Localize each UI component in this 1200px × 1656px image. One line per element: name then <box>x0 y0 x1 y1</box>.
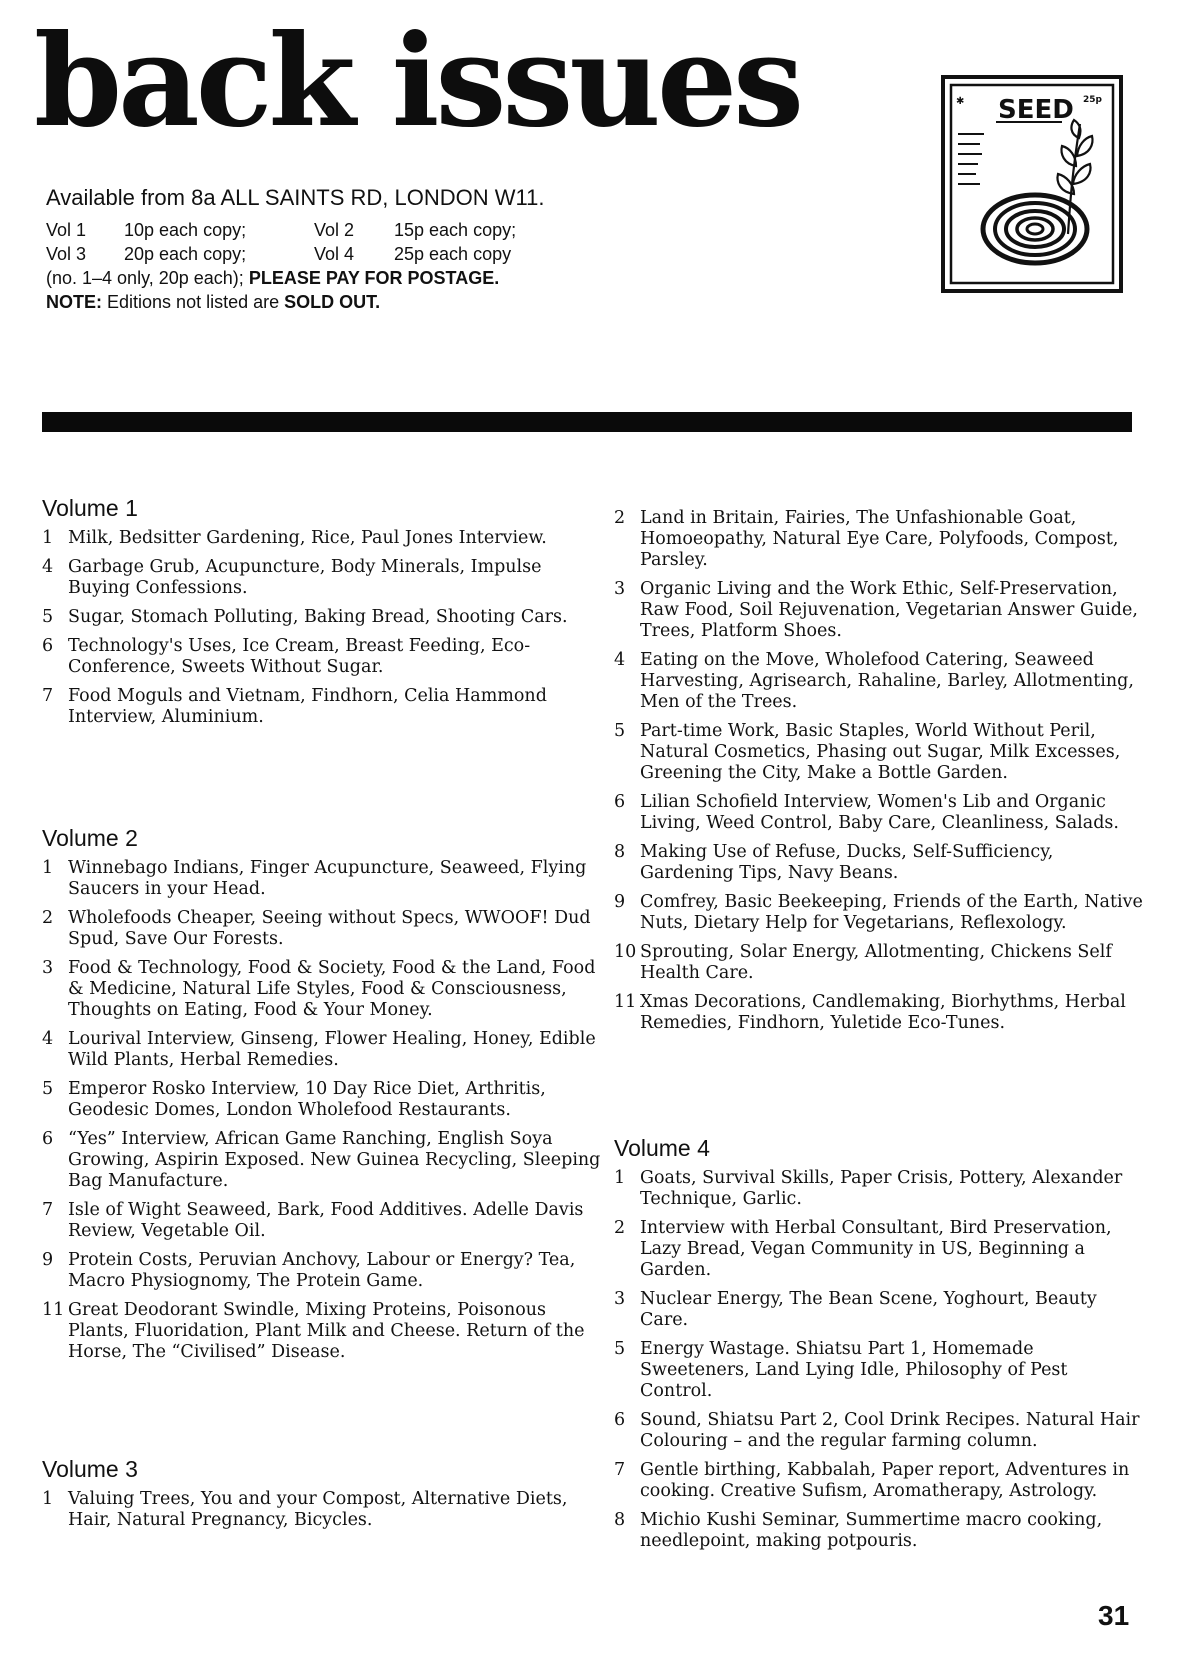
issue-number: 3 <box>42 958 54 978</box>
issue-contents: Wholefoods Cheaper, Seeing without Specs, WWOOF! Dud Spud, Save Our Forests. <box>68 908 591 949</box>
list-item <box>614 792 1144 834</box>
issue-contents: Eating on the Move, Wholefood Catering, Seaweed Harvesting, Agrisearch, Rahaline, Barley, Allotmenting, Men of the Trees. <box>640 650 1134 712</box>
volume-2-section <box>42 824 602 1363</box>
volume-4-section <box>614 1134 1144 1552</box>
postage-line <box>46 266 606 290</box>
section-divider-bar <box>42 412 1132 432</box>
list-item <box>42 1300 602 1363</box>
list-item <box>614 1218 1144 1281</box>
list-item <box>614 721 1144 784</box>
list-item <box>614 992 1144 1034</box>
seed-cover-illustration <box>940 74 1124 294</box>
issue-number: 11 <box>42 1300 65 1320</box>
list-item <box>42 1129 602 1192</box>
issue-number: 6 <box>614 1410 626 1430</box>
sold-out-note <box>46 290 606 314</box>
list-item <box>42 1029 602 1071</box>
list-item <box>42 1489 602 1531</box>
volume-heading: Volume 3 <box>42 1456 138 1482</box>
issue-contents: Great Deodorant Swindle, Mixing Proteins, Poisonous Plants, Fluoridation, Plant Milk and Cheese. Return of the Horse, The “Civilised” Disease. <box>68 1300 585 1362</box>
issue-contents: Isle of Wight Seaweed, Bark, Food Additives. Adelle Davis Review, Vegetable Oil. <box>68 1200 584 1241</box>
issue-contents: Making Use of Refuse, Ducks, Self-Sufficiency, Gardening Tips, Navy Beans. <box>640 842 1054 883</box>
issue-contents: Food Moguls and Vietnam, Findhorn, Celia Hammond Interview, Aluminium. <box>68 686 547 727</box>
issue-contents: Organic Living and the Work Ethic, Self-Preservation, Raw Food, Soil Rejuvenation, Vegetarian Answer Guide, Trees, Platform Shoes. <box>640 579 1138 641</box>
page-number: 31 <box>1098 1600 1130 1631</box>
list-item <box>42 858 602 900</box>
issue-number: 7 <box>614 1460 626 1480</box>
list-item <box>614 1168 1144 1210</box>
issue-number: 8 <box>614 1510 626 1530</box>
issue-number: 10 <box>614 942 637 962</box>
price-vol-label: Vol 4 <box>314 244 355 264</box>
note-label: NOTE: <box>46 292 102 312</box>
issue-number: 9 <box>42 1250 54 1270</box>
issue-contents: Nuclear Energy, The Bean Scene, Yoghourt, Beauty Care. <box>640 1289 1097 1330</box>
cover-issue-mark: ✱ <box>956 96 965 107</box>
issue-number: 7 <box>42 686 54 706</box>
issue-number: 5 <box>614 721 626 741</box>
issue-number: 4 <box>614 650 626 670</box>
left-column <box>42 494 602 1539</box>
price-value: 20p each copy; <box>124 244 247 264</box>
issue-number: 3 <box>614 1289 626 1309</box>
issue-contents: Xmas Decorations, Candlemaking, Biorhythms, Herbal Remedies, Findhorn, Yuletide Eco-Tunes. <box>640 992 1126 1033</box>
issue-number: 2 <box>614 1218 626 1238</box>
price-value: 25p each copy <box>394 244 512 264</box>
list-item <box>614 1460 1144 1502</box>
list-item <box>42 1079 602 1121</box>
issue-number: 5 <box>614 1339 626 1359</box>
cover-drawing <box>940 74 1124 294</box>
issue-number: 4 <box>42 557 54 577</box>
cover-masthead: SEED <box>998 95 1074 125</box>
list-item <box>614 650 1144 713</box>
issue-number: 3 <box>614 579 626 599</box>
note-text: Editions not listed are <box>107 292 280 312</box>
issue-contents: Sugar, Stomach Polluting, Baking Bread, Shooting Cars. <box>68 607 568 627</box>
postage-prefix: (no. 1–4 only, 20p each); <box>46 268 244 288</box>
issue-number: 11 <box>614 992 637 1012</box>
list-item <box>614 1289 1144 1331</box>
list-item <box>614 1339 1144 1402</box>
issue-number: 5 <box>42 1079 54 1099</box>
price-vol-label: Vol 1 <box>46 220 87 240</box>
list-item <box>614 1410 1144 1452</box>
volume-heading: Volume 4 <box>614 1135 710 1161</box>
issue-contents: Sprouting, Solar Energy, Allotmenting, Chickens Self Health Care. <box>640 942 1112 983</box>
list-item <box>614 892 1144 934</box>
list-item <box>614 1510 1144 1552</box>
issue-number: 7 <box>42 1200 54 1220</box>
list-item <box>42 686 602 728</box>
issue-contents: Technology's Uses, Ice Cream, Breast Feeding, Eco-Conference, Sweets Without Sugar. <box>68 636 531 677</box>
issue-contents: Garbage Grub, Acupuncture, Body Minerals, Impulse Buying Confessions. <box>68 557 542 598</box>
issue-number: 2 <box>42 908 54 928</box>
availability-info <box>46 184 606 314</box>
issue-number: 1 <box>42 528 54 548</box>
issue-number: 5 <box>42 607 54 627</box>
issue-contents: Valuing Trees, You and your Compost, Alternative Diets, Hair, Natural Pregnancy, Bicycles. <box>68 1489 568 1530</box>
issue-contents: Michio Kushi Seminar, Summertime macro cooking, needlepoint, making potpouris. <box>640 1510 1103 1551</box>
list-item <box>614 942 1144 984</box>
issue-contents: Protein Costs, Peruvian Anchovy, Labour or Energy? Tea, Macro Physiognomy, The Protein Game. <box>68 1250 576 1291</box>
price-row <box>46 218 606 242</box>
list-item <box>42 908 602 950</box>
issue-contents: Goats, Survival Skills, Paper Crisis, Pottery, Alexander Technique, Garlic. <box>640 1168 1123 1209</box>
issue-number: 8 <box>614 842 626 862</box>
issue-contents: Part-time Work, Basic Staples, World Without Peril, Natural Cosmetics, Phasing out Sugar, Milk Excesses, Greening the City, Make a Bottle Garden. <box>640 721 1121 783</box>
issue-contents: Food & Technology, Food & Society, Food & the Land, Food & Medicine, Natural Life Styles, Food & Consciousness, Thoughts on Eating, Food & Your Money. <box>68 958 596 1020</box>
list-item <box>42 1250 602 1292</box>
issue-number: 6 <box>614 792 626 812</box>
issue-contents: Interview with Herbal Consultant, Bird Preservation, Lazy Bread, Vegan Community in US, Beginning a Garden. <box>640 1218 1112 1280</box>
price-vol-label: Vol 2 <box>314 220 355 240</box>
issue-contents: Lilian Schofield Interview, Women's Lib and Organic Living, Weed Control, Baby Care, Cleanliness, Salads. <box>640 792 1119 833</box>
issue-contents: Lourival Interview, Ginseng, Flower Healing, Honey, Edible Wild Plants, Herbal Remedies. <box>68 1029 596 1070</box>
list-item <box>42 958 602 1021</box>
list-item <box>42 557 602 599</box>
issue-number: 1 <box>614 1168 626 1188</box>
issue-number: 1 <box>42 858 54 878</box>
price-value: 10p each copy; <box>124 220 247 240</box>
address-line: Available from 8a ALL SAINTS RD, LONDON W11. <box>46 185 545 210</box>
issue-contents: Emperor Rosko Interview, 10 Day Rice Diet, Arthritis, Geodesic Domes, London Wholefood Restaurants. <box>68 1079 546 1120</box>
page-title: back issues <box>34 7 801 155</box>
issue-number: 6 <box>42 1129 54 1149</box>
list-item <box>42 1200 602 1242</box>
issue-number: 1 <box>42 1489 54 1509</box>
issue-contents: Sound, Shiatsu Part 2, Cool Drink Recipes. Natural Hair Colouring – and the regular farming column. <box>640 1410 1140 1451</box>
issue-number: 2 <box>614 508 626 528</box>
list-item <box>42 607 602 628</box>
list-item <box>614 842 1144 884</box>
cover-price: 25p <box>1083 95 1102 105</box>
issue-number: 9 <box>614 892 626 912</box>
price-list <box>46 218 606 266</box>
issue-contents: Winnebago Indians, Finger Acupuncture, Seaweed, Flying Saucers in your Head. <box>68 858 587 899</box>
list-item <box>614 508 1144 571</box>
list-item <box>42 636 602 678</box>
price-vol-label: Vol 3 <box>46 244 87 264</box>
issue-number: 4 <box>42 1029 54 1049</box>
issue-contents: Gentle birthing, Kabbalah, Paper report, Adventures in cooking. Creative Sufism, Aromatherapy, Astrology. <box>640 1460 1130 1501</box>
issue-contents: Land in Britain, Fairies, The Unfashionable Goat, Homoeopathy, Natural Eye Care, Polyfoods, Compost, Parsley. <box>640 508 1119 570</box>
volume-1-section <box>42 494 602 728</box>
volume-heading: Volume 1 <box>42 495 138 521</box>
issue-contents: Milk, Bedsitter Gardening, Rice, Paul Jones Interview. <box>68 528 547 548</box>
right-column <box>614 508 1144 1560</box>
volume-3-continued <box>614 508 1144 1034</box>
price-value: 15p each copy; <box>394 220 517 240</box>
list-item <box>42 528 602 549</box>
issue-contents: “Yes” Interview, African Game Ranching, English Soya Growing, Aspirin Exposed. New Guinea Recycling, Sleeping Bag Manufacture. <box>68 1129 601 1191</box>
volume-heading: Volume 2 <box>42 825 138 851</box>
issue-contents: Energy Wastage. Shiatsu Part 1, Homemade Sweeteners, Land Lying Idle, Philosophy of Pest Control. <box>640 1339 1068 1401</box>
issue-number: 6 <box>42 636 54 656</box>
postage-notice: PLEASE PAY FOR POSTAGE. <box>248 268 500 288</box>
volume-3-section <box>42 1455 602 1531</box>
issue-contents: Comfrey, Basic Beekeeping, Friends of the Earth, Native Nuts, Dietary Help for Vegetarians, Reflexology. <box>640 892 1143 933</box>
note-emphasis: SOLD OUT. <box>284 292 381 312</box>
price-row <box>46 242 606 266</box>
list-item <box>614 579 1144 642</box>
